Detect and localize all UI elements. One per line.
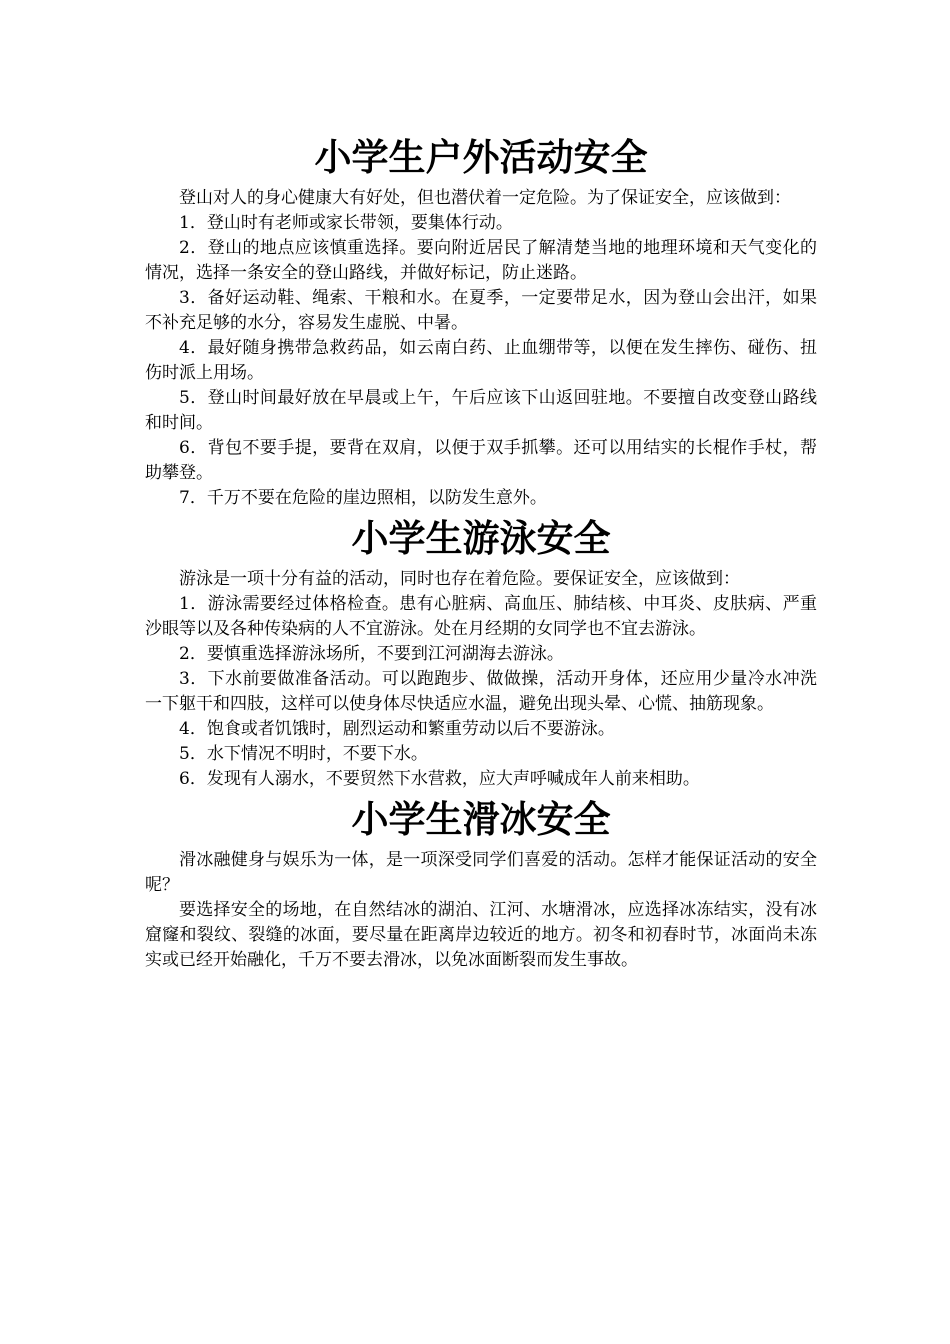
paragraph: 2．要慎重选择游泳场所，不要到江河湖海去游泳。 — [179, 644, 564, 664]
document-page — [145, 130, 817, 973]
paragraph: 要选择安全的场地，在自然结冰的湖泊、江河、水塘滑冰，应选择冰冻结实，没有冰窟窿和裂纹、裂缝的冰面，要尽量在距离岸边较近的地方。初冬和初春时节，冰面尚未冻实或已经开始融化，千万不要去滑冰，以免冰面断裂而发生事故。 — [145, 900, 817, 970]
paragraph: 4．最好随身携带急救药品，如云南白药、止血绷带等，以便在发生摔伤、碰伤、扭伤时派上用场。 — [145, 338, 817, 383]
paragraph: 7．千万不要在危险的崖边照相，以防发生意外。 — [179, 488, 547, 508]
paragraph: 6．发现有人溺水，不要贸然下水营救，应大声呼喊成年人前来相助。 — [179, 769, 700, 789]
paragraph: 3．备好运动鞋、绳索、干粮和水。在夏季，一定要带足水，因为登山会出汗，如果不补充足够的水分，容易发生虚脱、中暑。 — [145, 288, 817, 333]
paragraph: 滑冰融健身与娱乐为一体，是一项深受同学们喜爱的活动。怎样才能保证活动的安全呢？ — [145, 850, 817, 895]
section-outdoor — [145, 130, 817, 511]
section-title: 小学生游泳安全 — [351, 517, 611, 560]
paragraph: 游泳是一项十分有益的活动，同时也存在着危险。要保证安全，应该做到： — [179, 569, 740, 589]
paragraph: 6．背包不要手提，要背在双肩，以便于双手抓攀。还可以用结实的长棍作手杖，帮助攀登。 — [145, 438, 817, 483]
section-skating — [145, 792, 817, 973]
paragraph: 登山对人的身心健康大有好处，但也潜伏着一定危险。为了保证安全，应该做到： — [179, 188, 791, 208]
paragraph: 4．饱食或者饥饿时，剧烈运动和繁重劳动以后不要游泳。 — [179, 719, 615, 739]
section-title: 小学生滑冰安全 — [351, 798, 611, 841]
paragraph: 1．登山时有老师或家长带领，要集体行动。 — [179, 213, 513, 233]
paragraph: 3．下水前要做准备活动。可以跑跑步、做做操，活动开身体，还应用少量冷水冲洗一下躯干和四肢，这样可以使身体尽快适应水温，避免出现头晕、心慌、抽筋现象。 — [145, 669, 817, 714]
paragraph: 5．水下情况不明时，不要下水。 — [179, 744, 428, 764]
paragraph: 5．登山时间最好放在早晨或上午，午后应该下山返回驻地。不要擅自改变登山路线和时间。 — [145, 388, 817, 433]
section-swimming — [145, 511, 817, 792]
paragraph: 1．游泳需要经过体格检查。患有心脏病、高血压、肺结核、中耳炎、皮肤病、严重沙眼等以及各种传染病的人不宜游泳。处在月经期的女同学也不宜去游泳。 — [145, 594, 817, 639]
paragraph: 2．登山的地点应该慎重选择。要向附近居民了解清楚当地的地理环境和天气变化的情况，选择一条安全的登山路线，并做好标记，防止迷路。 — [145, 238, 817, 283]
section-title: 小学生户外活动安全 — [314, 136, 648, 179]
